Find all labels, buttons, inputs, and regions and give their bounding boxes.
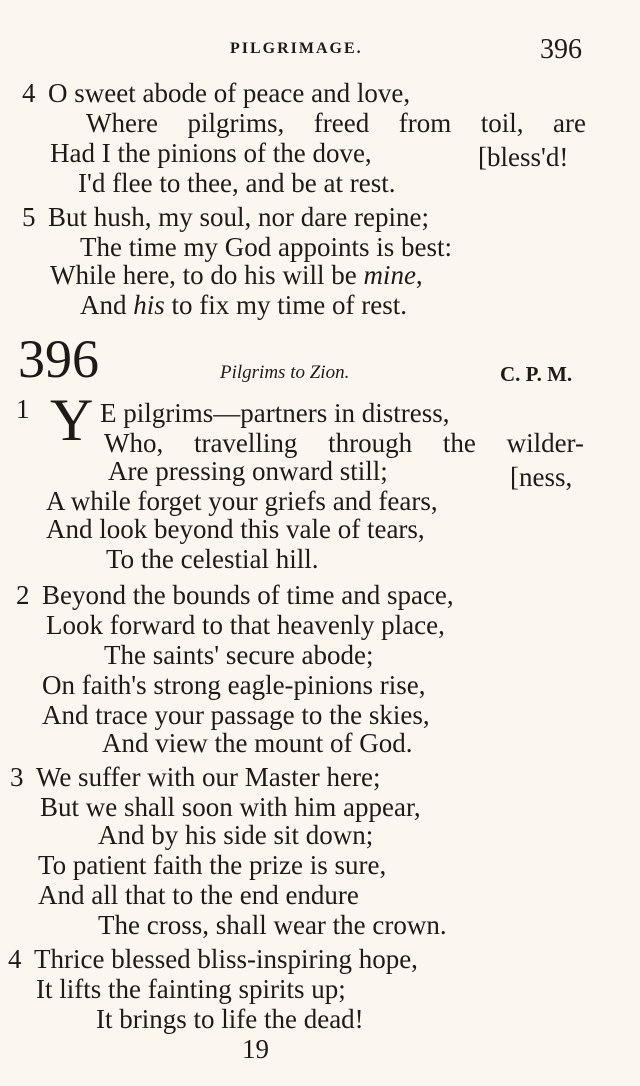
verse-number: 4 — [22, 78, 36, 108]
stanza-1-line-6: To the celestial hill. — [106, 544, 319, 574]
verse-text: But hush, my soul, nor dare repine; — [48, 202, 429, 232]
stanza-4-line-1 — [8, 944, 418, 974]
prev-stanza-4-line-4: I'd flee to thee, and be at rest. — [78, 168, 396, 198]
stanza-1-line-2: Who, travelling through the wilder- — [104, 428, 584, 458]
hymn-meter: C. P. M. — [500, 362, 573, 386]
stanza-3-line-4: To patient faith the prize is sure, — [38, 850, 387, 880]
prev-stanza-4-line-2: Where pilgrims, freed from toil, are — [86, 108, 586, 138]
prev-stanza-5-line-4: And his to fix my time of rest. — [80, 290, 407, 320]
prev-stanza-4-line-1 — [22, 78, 410, 108]
hymn-number: 396 — [18, 329, 99, 389]
prev-stanza-4-turnover: [bless'd! — [478, 142, 569, 172]
stanza-4-line-3: It brings to life the dead! — [96, 1004, 364, 1034]
verse-text: Beyond the bounds of time and space, — [42, 580, 454, 610]
verse-number: 3 — [10, 762, 24, 792]
verse-text: We suffer with our Master here; — [36, 762, 381, 792]
hymn-title: Pilgrims to Zion. — [220, 362, 350, 383]
verse-text: O sweet abode of peace and love, — [48, 78, 411, 108]
stanza-3-line-3: And by his side sit down; — [98, 820, 374, 850]
signature-mark: 19 — [242, 1034, 269, 1064]
page-number: 396 — [540, 34, 582, 65]
stanza-3-line-6: The cross, shall wear the crown. — [98, 910, 447, 940]
stanza-4-line-2: It lifts the fainting spirits up; — [36, 974, 346, 1004]
verse-number: 5 — [22, 202, 36, 232]
stanza-1-line-1: E pilgrims—partners in distress, — [100, 398, 450, 428]
stanza-3-line-1 — [10, 762, 380, 792]
verse-number: 4 — [8, 944, 22, 974]
stanza-1-turnover: [ness, — [510, 462, 573, 492]
stanza-1-number: 1 — [16, 394, 30, 424]
stanza-2-line-5: And trace your passage to the skies, — [42, 700, 430, 730]
stanza-2-line-6: And view the mount of God. — [102, 728, 413, 758]
stanza-1-line-5: And look beyond this vale of tears, — [46, 514, 425, 544]
stanza-2-line-3: The saints' secure abode; — [104, 640, 374, 670]
stanza-1-line-3: Are pressing onward still; — [108, 456, 388, 486]
stanza-2-line-4: On faith's strong eagle-pinions rise, — [42, 670, 426, 700]
stanza-2-line-2: Look forward to that heavenly place, — [46, 610, 445, 640]
verse-number: 2 — [16, 580, 30, 610]
stanza-2-line-1 — [16, 580, 454, 610]
stanza-3-line-5: And all that to the end endure — [38, 880, 359, 910]
drop-cap: Y — [50, 387, 94, 453]
stanza-1-line-4: A while forget your griefs and fears, — [46, 486, 438, 516]
prev-stanza-4-line-3: Had I the pinions of the dove, — [50, 138, 372, 168]
stanza-3-line-2: But we shall soon with him appear, — [40, 792, 421, 822]
prev-stanza-5-line-3: While here, to do his will be mine, — [50, 260, 423, 290]
verse-text: Thrice blessed bliss-inspiring hope, — [34, 944, 418, 974]
running-header-title: PILGRIMAGE. — [230, 40, 363, 57]
prev-stanza-5-line-1 — [22, 202, 429, 232]
prev-stanza-5-line-2: The time my God appoints is best: — [80, 232, 452, 262]
